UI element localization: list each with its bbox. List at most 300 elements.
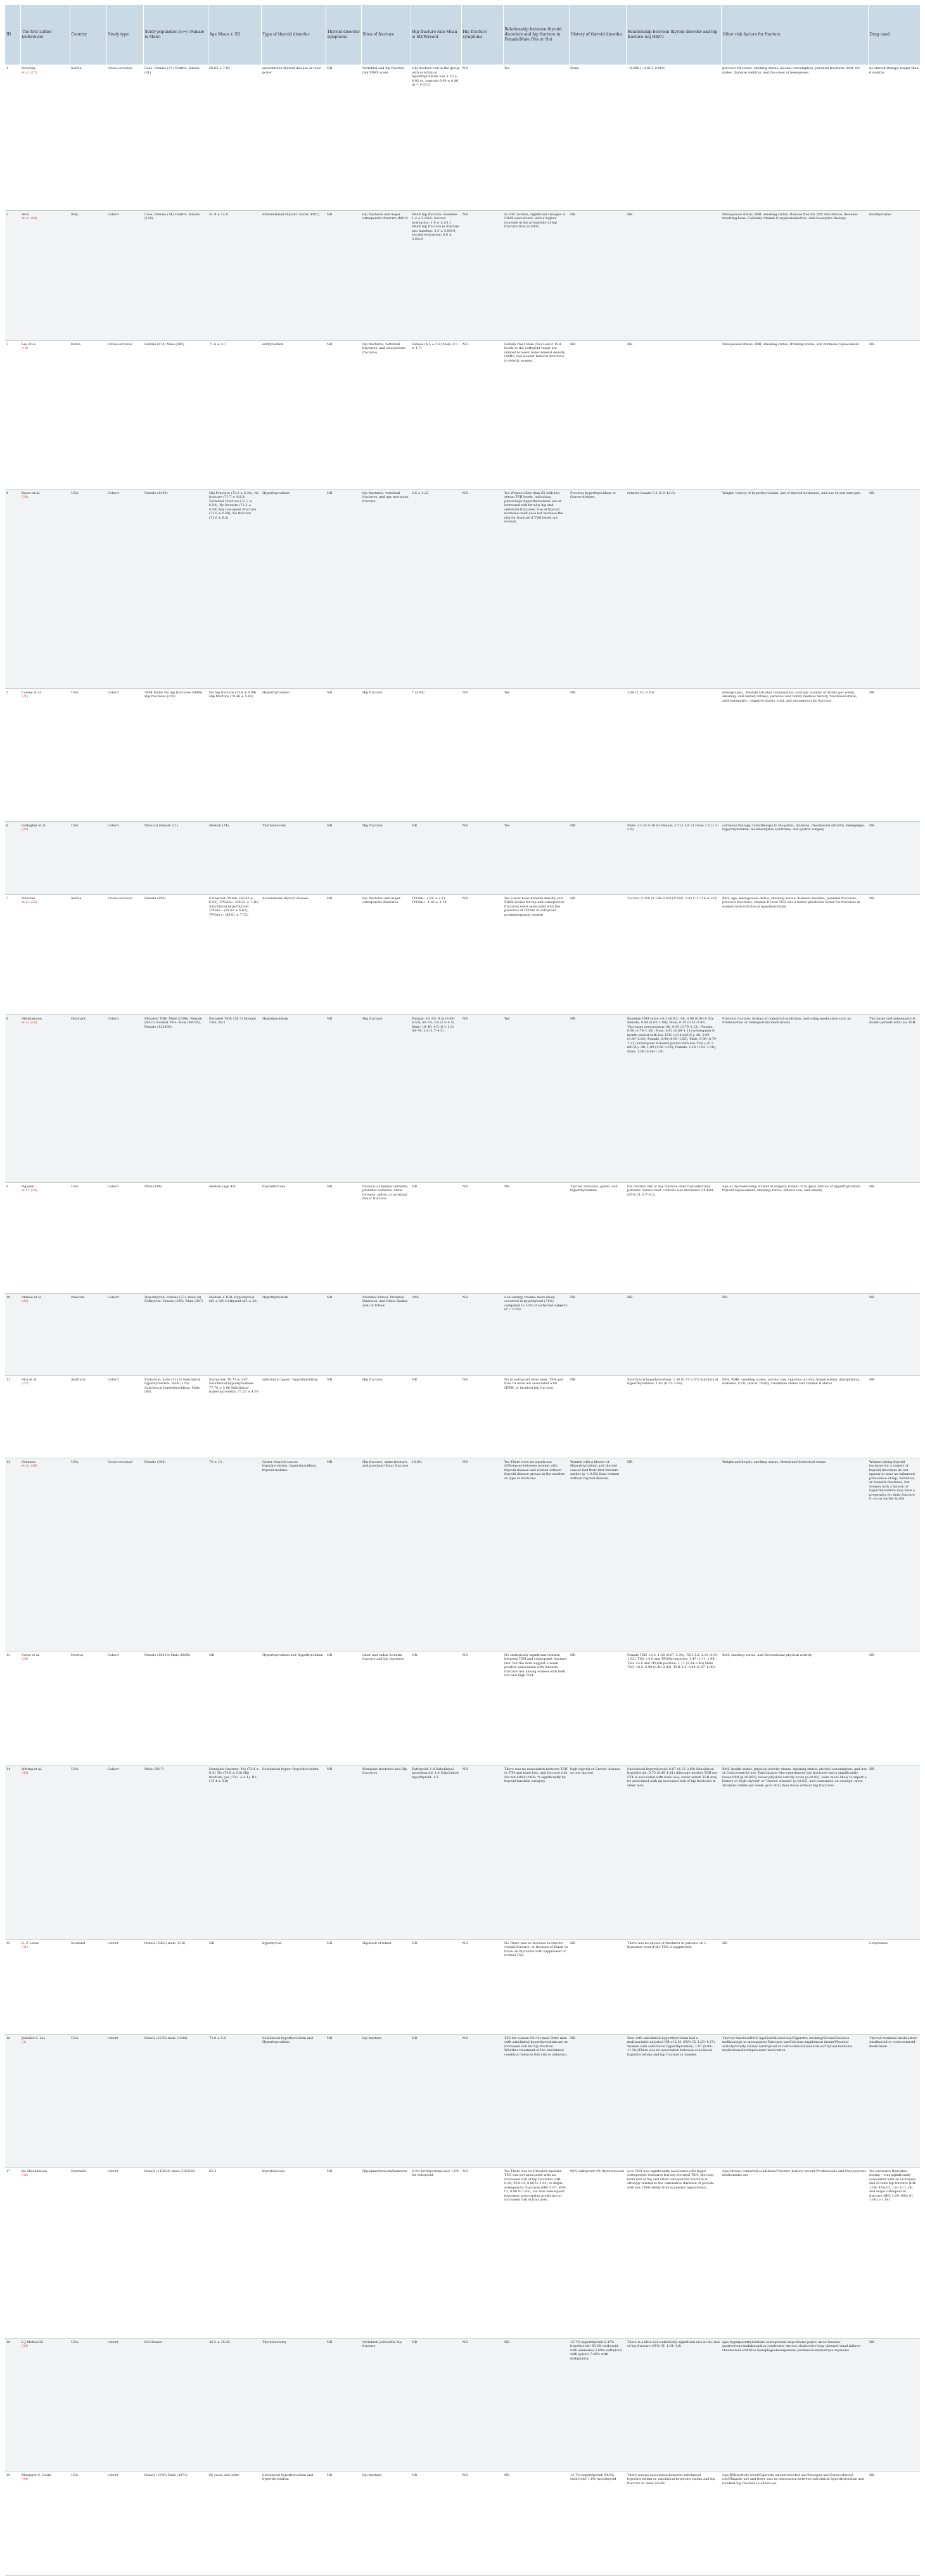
cell-age: 73 ± 13 bbox=[208, 1458, 261, 1651]
cell-study-type: Cohort bbox=[106, 821, 143, 894]
cell-history: NR bbox=[569, 1651, 626, 1765]
col-header-country: Country bbox=[70, 5, 106, 65]
cell-other-risk: Previous fracture, history of comorbid conditions, and using medication such as Prednisolone or Osteoporosis medications bbox=[721, 1014, 868, 1182]
cell-hip-fracture-rate: 18.8% bbox=[411, 1458, 461, 1651]
table-row bbox=[5, 1939, 920, 2034]
cell-population: Male (2) Female (11) bbox=[143, 821, 208, 894]
cell-population: Female (16610) Male (8595) bbox=[143, 1651, 208, 1765]
cell-other-risk: previous fractures, smoking status, alcohol consumption, parental fractures, BMI, for males, diabetes mellitus, and the onset of menopause bbox=[721, 65, 868, 210]
cell-study-type: Cohort bbox=[106, 1765, 143, 1939]
cell-country: Scotland bbox=[70, 1939, 106, 2034]
cell-disorder-symptoms: NR bbox=[326, 210, 361, 340]
table-row bbox=[5, 1375, 920, 1458]
cell-disorder-type: Subclinical hyper / hypothyroidism bbox=[261, 1765, 326, 1939]
cell-id: 16 bbox=[5, 2034, 20, 2167]
cell-author bbox=[20, 210, 70, 340]
col-header-id: ID bbox=[5, 5, 20, 65]
cell-adj-hr: There was no excess of fractures in patients on L-thyroxine even if the TSH is suppressed. bbox=[626, 1939, 721, 2034]
cell-fracture-sites: hip fracture bbox=[361, 2034, 411, 2167]
cell-population: Elevated TSH: Male (2396), Female (6027) Normal TSH: Male (99736), Female (122400) bbox=[143, 1014, 208, 1182]
author-reference-link[interactable]: (27) bbox=[22, 1382, 29, 1386]
cell-other-risk: Menopausal status, BMI, smoking status, Drinking status, and hormone replacement bbox=[721, 340, 868, 489]
cell-country: Norway bbox=[70, 1651, 106, 1765]
author-name: Abrahamsen bbox=[22, 1016, 42, 1021]
cell-disorder-symptoms: NR bbox=[326, 340, 361, 489]
cell-study-type: cohort bbox=[106, 2338, 143, 2471]
cell-country: Italy bbox=[70, 210, 106, 340]
cell-drug: no steroid-therapy longer than 6 months bbox=[868, 65, 920, 210]
author-reference-link[interactable]: (30) bbox=[22, 1771, 29, 1775]
cell-study-type: Cohort bbox=[106, 1182, 143, 1293]
cell-disorder-symptoms: NR bbox=[326, 688, 361, 821]
author-reference-link[interactable]: (33) bbox=[22, 2344, 29, 2348]
cell-author bbox=[20, 489, 70, 688]
cell-fracture-sites: Hip/spine/forearm/humerus bbox=[361, 2167, 411, 2338]
cell-study-type: Cross-sectional bbox=[106, 894, 143, 1014]
author-name: Jennifer S. Lee bbox=[22, 2036, 46, 2040]
cell-hip-fracture-rate: NR bbox=[411, 2034, 461, 2167]
cell-history: 96% euthyroid/ 4% thyrotoxicosis bbox=[569, 2167, 626, 2338]
author-reference-link[interactable]: (32) bbox=[22, 2173, 29, 2177]
cell-author bbox=[20, 2338, 70, 2471]
cell-disorder-type: thyroidectomy bbox=[261, 1182, 326, 1293]
cell-id: 17 bbox=[5, 2167, 20, 2338]
cell-history: None bbox=[569, 65, 626, 210]
cell-study-type: cohort bbox=[106, 1939, 143, 2034]
author-reference-link[interactable]: et al. (24) bbox=[22, 1021, 37, 1025]
cell-drug: NR bbox=[868, 821, 920, 894]
cell-disorder-symptoms: NR bbox=[326, 489, 361, 688]
author-name: Bauer et al. bbox=[22, 491, 41, 495]
cell-other-risk: cortisone therapy, radiotherapy to the pelvis, diabetes, rheumatoid arthritis, hemiplegia, hyperthyroidism, malabsorption syndrome, and gastric surgery bbox=[721, 821, 868, 894]
cell-hip-fracture-symptoms: NR bbox=[461, 489, 503, 688]
cell-age: 71.6 ± 4.7 bbox=[208, 340, 261, 489]
cell-age: 42.3 ± 15.25 bbox=[208, 2338, 261, 2471]
cell-disorder-type: Hypothyroidism bbox=[261, 1293, 326, 1375]
cell-adj-hr: Female TSH <0.5: 1.38 (0.67–2.90), TSH 3.5: 1.19 (0.93–1.52), TSH >4.0 and TPOAb-negative: 1.47 (1.11–1.94), TSH >4.0 and TPOAb-positive: 1.71 (1.24–2.46) Male TSH <0.5: 0.99 (0.40–2.43), TSH 3.5: 0.64 (0.37–1.09) bbox=[626, 1651, 721, 1765]
author-name: Margaret C. Garin bbox=[22, 2473, 51, 2477]
cell-hip-fracture-symptoms: NR bbox=[461, 2471, 503, 2575]
cell-disorder-symptoms: NR bbox=[326, 1939, 361, 2034]
cell-study-type: Cross-sectional bbox=[106, 65, 143, 210]
cell-relationship: Yes Lower bone mineral density and FRAX scores for hip and osteoporotic fractures were associated with the presence of TPOAb in euthyroid postmenopausal women bbox=[503, 894, 569, 1014]
cell-age: 51.9 ± 12.8 bbox=[208, 210, 261, 340]
cell-disorder-type: Autoimmune thyroid disease bbox=[261, 894, 326, 1014]
cell-author bbox=[20, 65, 70, 210]
cell-hip-fracture-rate: Euthyroid: 1.4 Subclinical hyperthyroid: 1.4 Subclinical hypothyroid: 1.5 bbox=[411, 1765, 461, 1939]
cell-disorder-symptoms: NR bbox=[326, 1375, 361, 1458]
cell-other-risk: Menopausal status, BMI, smoking status, Disease free for DTC recurrence, diseases involving bone, Calcium/ vitamin D supplementation, Anti-resorptive therapy bbox=[721, 210, 868, 340]
cell-id: 14 bbox=[5, 1765, 20, 1939]
col-header-relationship: Relationship between thyroid disorders and hip fracture in Female/Male (Yes or No) bbox=[503, 5, 569, 65]
cell-adj-hr: −0.288 (−0.413, 0.004) bbox=[626, 65, 721, 210]
cell-disorder-symptoms: NR bbox=[326, 1458, 361, 1651]
cell-disorder-type: Thyrotoxicosis bbox=[261, 821, 326, 894]
cell-age: Median (age 43) bbox=[208, 1182, 261, 1293]
cell-age: Euthyroid: 76.73 ± 3.47 Subclinical hypothyroidism: 77.78 ± 3.86 Subclinical hyperthyroidism: 77.27 ± 4.03 bbox=[208, 1375, 261, 1458]
table-row bbox=[5, 894, 920, 1014]
cell-adj-hr: T-score: 0.350 (0.159–0.651) FRAX: 2.011 (1.336–4.155) bbox=[626, 894, 721, 1014]
cell-id: 5 bbox=[5, 688, 20, 821]
cell-other-risk: BMI, WHR, smoking status, alcohol use, vigorous activity, hypertension, dyslipidemia, diabetes, CVD, cancer, frailty, creatinine status and vitamin D status bbox=[721, 1375, 868, 1458]
cell-id: 1 bbox=[5, 65, 20, 210]
cell-study-type: cohort bbox=[106, 2471, 143, 2575]
cell-drug: NR bbox=[868, 1375, 920, 1458]
cell-country: USA bbox=[70, 2338, 106, 2471]
cell-relationship: Yes bbox=[503, 821, 569, 894]
cell-adj-hr: Low TSH was significantly associated with major osteoporotic fractures but not elevated TSH; the long-term risk of hip and other osteoporotic fracture is strongly related to the cumulative duration of periods with low TSH—likely from excessive replacement. bbox=[626, 2167, 721, 2338]
author-reference-link[interactable]: (34) bbox=[22, 2477, 29, 2481]
cell-country: Serbia bbox=[70, 65, 106, 210]
cell-other-risk: BMI, smoking status, and Recreational physical activity bbox=[721, 1651, 868, 1765]
cell-relationship: NR bbox=[503, 2338, 569, 2471]
cell-disorder-type: Hyperthyroidism and Hypothyroidism bbox=[261, 1651, 326, 1765]
author-name: Bo Abrahamsen bbox=[22, 2169, 48, 2173]
cell-hip-fracture-symptoms: NR bbox=[461, 210, 503, 340]
cell-disorder-type: Subclinical hypothyroidism and Hyperthyroidism bbox=[261, 2034, 326, 2167]
cell-adj-hr: NR bbox=[626, 1458, 721, 1651]
cell-hip-fracture-rate: 2.6 ± 4.23 bbox=[411, 489, 461, 688]
cell-drug: Thyroid hormone medication/ Antithyroid or corticosteroid medication bbox=[868, 2034, 920, 2167]
author-name: L.J Melton III bbox=[22, 2340, 43, 2344]
cell-history: NR bbox=[569, 340, 626, 489]
cell-country: USA bbox=[70, 2034, 106, 2167]
cell-study-type: cohort bbox=[106, 2167, 143, 2338]
cell-fracture-sites: Hip fracture, spine fracture, and proximal femur fracture bbox=[361, 1458, 411, 1651]
cell-age: 72.8 ± 5.6 bbox=[208, 2034, 261, 2167]
cell-history: 13.7% hyperthyroid/ 84.6% euthyroid/ 1.6% hypothyroid bbox=[569, 2471, 626, 2575]
cell-population: Case: Female (74) Control: female (128) bbox=[143, 210, 208, 340]
cell-history: NR bbox=[569, 894, 626, 1014]
cell-country: Australia bbox=[70, 1375, 106, 1458]
cell-population: female (2278) male (1408) bbox=[143, 2034, 208, 2167]
cell-country: Denmark bbox=[70, 2167, 106, 2338]
cell-disorder-type: euthyroidism bbox=[261, 340, 326, 489]
cell-history: Previous hyperthyroidism or Graves disease, bbox=[569, 489, 626, 688]
cell-country: USA bbox=[70, 489, 106, 688]
cell-drug: Women taking thyroid hormone for a variety of thyroid disorders do not appear to have an enhanced prevalence of hip, vertebral, or forearm fractures, but women with a history of hyperthyroidism may have a propensity for their fracture to occur earlier in life bbox=[868, 1458, 920, 1651]
cell-id: 18 bbox=[5, 2338, 20, 2471]
author-reference-link[interactable]: et al. (25) bbox=[22, 1189, 37, 1192]
cell-hip-fracture-rate: NR bbox=[411, 1651, 461, 1765]
cell-fracture-sites: Hip fracture bbox=[361, 688, 411, 821]
cell-disorder-symptoms: NR bbox=[326, 1182, 361, 1293]
cell-country: USA bbox=[70, 1182, 106, 1293]
author-name: Svare et al. bbox=[22, 1653, 40, 1657]
cell-author bbox=[20, 1651, 70, 1765]
cell-country: USA bbox=[70, 1765, 106, 1939]
cell-hip-fracture-rate: 7 (3.93) bbox=[411, 688, 461, 821]
cell-age: No hip fracture (73.8 ± 6.09) Hip fracture (79.46 ± 5.81) bbox=[208, 688, 261, 821]
cell-hip-fracture-symptoms: NR bbox=[461, 894, 503, 1014]
cell-drug: levothyroxine bbox=[868, 210, 920, 340]
cell-study-type: Cross-sectional bbox=[106, 1458, 143, 1651]
table-body bbox=[5, 65, 920, 2575]
cell-hip-fracture-rate: 29% bbox=[411, 1293, 461, 1375]
cell-drug: NR bbox=[868, 1651, 920, 1765]
author-name: Ahmad et al. bbox=[22, 1295, 42, 1299]
author-name: Cauley et al. bbox=[22, 690, 42, 695]
cell-disorder-type: autoimmune thyroid disease or toxic goiter bbox=[261, 65, 326, 210]
cell-disorder-type: hypothyroid bbox=[261, 1939, 326, 2034]
cell-author bbox=[20, 1765, 70, 1939]
cell-population: female (5862) male (518) bbox=[143, 1939, 208, 2034]
cell-id: 15 bbox=[5, 1939, 20, 2034]
cell-author bbox=[20, 1182, 70, 1293]
cell-age: Median (74) bbox=[208, 821, 261, 894]
author-reference-link[interactable]: et al. (23) bbox=[22, 900, 37, 904]
cell-hip-fracture-symptoms: NR bbox=[461, 1375, 503, 1458]
cell-population: Euthyroid: male (3117) Subclinical hypothyroidism: male (135) Subclinical hyperthyroidism: Male (86) bbox=[143, 1375, 208, 1458]
cell-history: NR bbox=[569, 1293, 626, 1375]
author-reference-link[interactable]: (29) bbox=[22, 1657, 29, 1661]
cell-country: Korea bbox=[70, 340, 106, 489]
table-row bbox=[5, 1014, 920, 1182]
cell-adj-hr: Subclinical hyperthyroid: 0.67 (0.15–2.69) Subclinical hypothyroid: 0.75 (0.40–1.41) Although neither TSH nor FT4 is associated with bone loss, lower serum TSH may be associated with an increased risk of hip fractures in older men bbox=[626, 1765, 721, 1939]
cell-relationship: No statistically significant relation between TSH and subsequent fracture risk, but the data suggest a weak positive association with forearm fracture risk among women with both low and high TSH. bbox=[503, 1651, 569, 1765]
table-row bbox=[5, 1182, 920, 1293]
cell-hip-fracture-rate: NR bbox=[411, 2338, 461, 2471]
cell-hip-fracture-symptoms: NR bbox=[461, 821, 503, 894]
cell-population: 5994 Males No hip fractures (5696) Hip fractures (178) bbox=[143, 688, 208, 821]
col-header-age: Age Mean ± SD bbox=[208, 5, 261, 65]
cell-id: 6 bbox=[5, 821, 20, 894]
col-header-hip-fracture-rate: Hip fracture rate Mean ± SD/Percent bbox=[411, 5, 461, 65]
cell-disorder-symptoms: NR bbox=[326, 2338, 361, 2471]
cell-fracture-sites: ulnar and radial forearm fracture and hip fractures bbox=[361, 1651, 411, 1765]
cell-age: NR bbox=[208, 1651, 261, 1765]
cell-history: 13.7% hyperthyroid/ 0.47% hypothyroid/ 69.5% euthyroid with adenoma/ 2.69% euthyroid with goiter/ 7.46% with malignancy bbox=[569, 2338, 626, 2471]
cell-fracture-sites: Hip fracture bbox=[361, 1375, 411, 1458]
col-header-study-type: Study type bbox=[106, 5, 143, 65]
cell-study-type: Cross-sectional bbox=[106, 340, 143, 489]
table-row bbox=[5, 210, 920, 340]
author-reference-link[interactable]: et al. (28) bbox=[22, 1464, 37, 1468]
cell-author bbox=[20, 2471, 70, 2575]
author-name: Polovina bbox=[22, 896, 35, 900]
table-row bbox=[5, 340, 920, 489]
cell-country: Pakistan bbox=[70, 1293, 106, 1375]
cell-fracture-sites: Hip fracture bbox=[361, 1014, 411, 1182]
cell-id: 13 bbox=[5, 1651, 20, 1765]
cell-id: 4 bbox=[5, 489, 20, 688]
header-row bbox=[5, 5, 920, 65]
cell-population: Female (674) Male (365) bbox=[143, 340, 208, 489]
cell-adj-hr: Male: 3.0 (0.4–10.8) Female: 2.5 (1.2/4.7) Total: 2.5 (1.3–3.9) bbox=[626, 821, 721, 894]
cell-hip-fracture-symptoms: NR bbox=[461, 2338, 503, 2471]
cell-history: NR bbox=[569, 1014, 626, 1182]
author-name: Polovina, bbox=[22, 66, 36, 70]
cell-history: Women with a history of Hyperthyroidism and thyroid cancer had their first fracture earlier (p < 0.05) than women without thyroid disease. bbox=[569, 1458, 626, 1651]
author-reference-link[interactable]: (20) bbox=[22, 495, 29, 499]
cell-other-risk: NR bbox=[721, 1293, 868, 1375]
cell-hip-fracture-rate: Female (4.5 ± 3.6) Male (2.1 ± 1.7) bbox=[411, 340, 461, 489]
cell-adj-hr: Baseline TSH value <0.3 mIU/L: All, 0.98 (0.80–1.02); Female, 0.94 (0.82–1.08); Male, 0.70 (0.51–0.97) Thyroxine prescription: All, 0.93 (0.76–1.13); Female, 0.90 (0.79–1.26); Male, 0.81 (0.59–1.11) subsequent 6-month period with low TSH (<0.4 mIU/L): All, 0.99 (0.89–1.10); Female, 0.98 (0.93–1.05); Male, 0.98 (0.79–1.21) subsequent 6-month period with low TSH (<0.3 mIU/L): All, 1.09 (1.00–1.19); Female, 1.10 (1.03–1.16); Male, 1.08 (0.89–1.29) bbox=[626, 1014, 721, 1182]
cell-id: 11 bbox=[5, 1375, 20, 1458]
cell-relationship: Yes There was no Elevated baseline TSH was not associated with an increased risk of hip fractures (HR: 0.98; 95% CI, 0.80 to 1.02) or major osteoporotic fractures (HR: 0.97; 95% CI, 0.90 to 1.05), nor was subsequent thyroxine prescription predictive of increased risk of fractures. bbox=[503, 2167, 569, 2338]
table-row bbox=[5, 2471, 920, 2575]
cell-disorder-type: Hyperthyroidism bbox=[261, 489, 326, 688]
cell-other-risk: NR bbox=[721, 1939, 868, 2034]
cell-disorder-symptoms: NR bbox=[326, 2167, 361, 2338]
cell-hip-fracture-rate: Hip fracture risk in the group with subclinical hyperthyroidism was 1.33 ± 0.92 vs. controls 0.98 ± 0.46 (p = 0.022) bbox=[411, 65, 461, 210]
cell-relationship: Yes bbox=[503, 1014, 569, 1182]
cell-age: 62.4 bbox=[208, 2167, 261, 2338]
cell-id: 10 bbox=[5, 1293, 20, 1375]
cell-study-type: Cohort bbox=[106, 1014, 143, 1182]
cell-disorder-symptoms: NR bbox=[326, 65, 361, 210]
cell-adj-hr: There was no association between subclinical hypothyroidism or subclinical hyperthyroidism and hip fracture in older adults. bbox=[626, 2471, 721, 2575]
table-row bbox=[5, 1651, 920, 1765]
cell-disorder-type: differentiated thyroid cancer (DTC) bbox=[261, 210, 326, 340]
author-reference-link[interactable]: (22) bbox=[22, 828, 29, 831]
cell-relationship: In DTC women, significant changes in FRAX were found, with a higher increase in the probability of hip fracture than in MOF. bbox=[503, 210, 569, 340]
cell-author bbox=[20, 340, 70, 489]
cell-hip-fracture-rate: TPOAb–: 1.66 ± 2.11 TPOAb+: 1.66 ± 1.18 bbox=[411, 894, 461, 1014]
cell-id: 7 bbox=[5, 894, 20, 1014]
author-name: Gallagher et al. bbox=[22, 823, 47, 828]
cell-age: Hip Fracture (73.3 ± 6.34), No fracture (71.7 ± 4.8.3) Vertebral Fracture (73.2 ± 6.54), No fracture (71.3 ± 4.58) Any non-spine Fracture (72.8 ± 6.54), No fracture (71.6 ± 6.2) bbox=[208, 489, 261, 688]
cell-adj-hr: NR bbox=[626, 1293, 721, 1375]
cell-hip-fracture-symptoms: NR bbox=[461, 1939, 503, 2034]
cell-adj-hr: Men with subclinical hyperthyroidism had a multivariable-adjusted HR of 2.31 (95% CI, 1.23–4.27). Women with subclinical hyperthyroidism, 1.07 (0.99–11.50)/There was no association between subclinical hypothyroidism and hip fracture in women. bbox=[626, 2034, 721, 2167]
cell-country: USA bbox=[70, 2471, 106, 2575]
cell-fracture-sites: thoracic or lumbar vertebra, proximal humerus, distal forearm, pelvis, or proximal femur fracture bbox=[361, 1182, 411, 1293]
cell-adj-hr: Subclinical hypothyroidism: 1.30 (0.77–2.07) Subclinical hyperthyroidism: 1.62 (0.71–3.69) bbox=[626, 1375, 721, 1458]
cell-relationship: Yes Women older than 65 with low serum TSH levels, indicating physiologic hyperthyroidism, are at increased risk for new hip and vertebral fractures. Use of thyroid hormone itself does not increase the risk for fracture if TSH levels are normal. bbox=[503, 489, 569, 688]
cell-drug: NR bbox=[868, 2338, 920, 2471]
cell-relationship: NR bbox=[503, 2471, 569, 2575]
cell-author bbox=[20, 821, 70, 894]
author-reference-link[interactable]: (21) bbox=[22, 695, 29, 698]
table-row bbox=[5, 489, 920, 688]
col-header-adj-hr: Relationship between thyroid disorder and hip fracture Adj HR/CI bbox=[626, 5, 721, 65]
cell-history: NR bbox=[569, 1375, 626, 1458]
cell-age: 58.83 ± 7.83 bbox=[208, 65, 261, 210]
cell-hip-fracture-rate: NR bbox=[411, 2471, 461, 2575]
cell-disorder-type: Thyroidectomy bbox=[261, 2338, 326, 2471]
cell-drug: NR bbox=[868, 489, 920, 688]
cell-author bbox=[20, 1458, 70, 1651]
author-name: Vera bbox=[22, 212, 29, 217]
cell-fracture-sites: Vertebral and hip fracture risk FRAX score bbox=[361, 65, 411, 210]
cell-hip-fracture-rate: NR bbox=[411, 1375, 461, 1458]
cell-country: Serbia bbox=[70, 894, 106, 1014]
cell-population: Female (1209) bbox=[143, 489, 208, 688]
cell-other-risk: Weight and height, smoking status, Menstrual/obstetrical status bbox=[721, 1458, 868, 1651]
cell-population: Male (3617) bbox=[143, 1765, 208, 1939]
cell-other-risk: Age/chronic comorbid conditions/Fracture history/ recent Prednisolone and Osteoporosis medications use bbox=[721, 2167, 868, 2338]
cell-fracture-sites: Vertebral/ pelvis/rib/ hip fracture bbox=[361, 2338, 411, 2471]
cell-fracture-sites: hip fractures and major osteoporotic fracture (MOF) bbox=[361, 210, 411, 340]
cell-disorder-symptoms: NR bbox=[326, 1293, 361, 1375]
cell-population: Female (189) bbox=[143, 894, 208, 1014]
cell-hip-fracture-symptoms: NR bbox=[461, 1651, 503, 1765]
table-row bbox=[5, 1293, 920, 1375]
cell-other-risk: Age/BMI/activity level/Cigarette smoker/Alcohol use/Estrogen use/Corticosteroid use/Thiazide use and there was no association between subclinical hyperthyroidism and incident hip fracture in either sex. bbox=[721, 2471, 868, 2575]
author-reference-link[interactable]: et al. (17) bbox=[22, 70, 37, 75]
col-header-author: The first author (reference) bbox=[20, 5, 70, 65]
cell-hip-fracture-symptoms: NR bbox=[461, 1014, 503, 1182]
cell-other-risk: Age at thyroidectomy, Extent of surgery, Extent of surgery, history of hyperthyroidism, thyroid replacement, smoking status, ethanol use, and obesity bbox=[721, 1182, 868, 1293]
cell-hip-fracture-rate: 4.3% for thyrotoxicosis/ 1.5% for euthyroid bbox=[411, 2167, 461, 2338]
table-row bbox=[5, 2034, 920, 2167]
cell-author bbox=[20, 2167, 70, 2338]
cell-id: 9 bbox=[5, 1182, 20, 1293]
col-header-other-risk: Other risk factors for fracture bbox=[721, 5, 868, 65]
author-name: G. P. Leese bbox=[22, 1941, 39, 1945]
cell-id: 19 bbox=[5, 2471, 20, 2575]
cell-adj-hr: 2.86 (2.32, 6.20) bbox=[626, 688, 721, 821]
cell-relationship: Yes bbox=[503, 65, 569, 210]
author-reference-link[interactable]: et al. (18) bbox=[22, 217, 37, 220]
cell-history: NR bbox=[569, 821, 626, 894]
cell-history: NR bbox=[569, 688, 626, 821]
cell-author bbox=[20, 688, 70, 821]
cell-drug: NR bbox=[868, 1293, 920, 1375]
cell-author bbox=[20, 2034, 70, 2167]
col-header-history: History of thyroid disorder bbox=[569, 5, 626, 65]
author-name: Solomon bbox=[22, 1460, 36, 1464]
cell-fracture-sites: hip fractures and major osteoporotic fractures bbox=[361, 894, 411, 1014]
cell-relationship: There was no association between TSH or FT4 and bone loss, and fracture risk did not differ (*Alle: *) significantly by thyroid function category bbox=[503, 1765, 569, 1939]
cell-disorder-symptoms: NR bbox=[326, 1765, 361, 1939]
cell-hip-fracture-symptoms: NR bbox=[461, 1182, 503, 1293]
table-row bbox=[5, 688, 920, 821]
table-row bbox=[5, 2338, 920, 2471]
cell-hip-fracture-symptoms: NR bbox=[461, 2034, 503, 2167]
author-reference-link[interactable]: (31) bbox=[22, 1945, 29, 1949]
col-header-disorder-type: Type of thyroid disorder bbox=[261, 5, 326, 65]
cell-study-type: Cohort bbox=[106, 1651, 143, 1765]
cell-hip-fracture-rate: Female: 18 (45, 9.3) (6.08–6.53), 50–74, 3.6 (2.4–4.5) Male: 18–49, 0.5 (0.1–1.5) 50–74, 2.9 (1.7–4.5) bbox=[411, 1014, 461, 1182]
cell-disorder-type: Subclinical hypothyroidism and hyperthyroidism bbox=[261, 2471, 326, 2575]
cell-fracture-sites: Hip/neck of femur bbox=[361, 1939, 411, 2034]
cell-population: 630 female bbox=[143, 2338, 208, 2471]
cell-age: Nonspine fracture: Yes (73.4 ± 6.4), No (73.6 ± 5.8) Hip fracture: yes (78.1 ± 6.1), No (73.4 ± 5.8) bbox=[208, 1765, 261, 1939]
cell-disorder-type: thyrotoxicosis bbox=[261, 2167, 326, 2338]
cell-population: female (2760) Male (2071) bbox=[143, 2471, 208, 2575]
cell-population: Case: Female (37) Control: female (31) bbox=[143, 65, 208, 210]
cell-drug: Thyroxine and subsequent 6-month periods with low TSH bbox=[868, 1014, 920, 1182]
cell-relationship: NR bbox=[503, 1182, 569, 1293]
author-reference-link[interactable]: (3) bbox=[22, 2040, 27, 2044]
cell-disorder-symptoms: NR bbox=[326, 2034, 361, 2167]
cell-hip-fracture-rate: NR bbox=[411, 1939, 461, 2034]
author-reference-link[interactable]: (26) bbox=[22, 1299, 29, 1303]
cell-country: USA bbox=[70, 1458, 106, 1651]
cell-fracture-sites: hip fractures, vertebral fractures, and any non-spine fracture bbox=[361, 489, 411, 688]
cell-author bbox=[20, 1293, 70, 1375]
cell-adj-hr: relative hazard 3.6 (1.0–12.9) bbox=[626, 489, 721, 688]
cell-author bbox=[20, 894, 70, 1014]
cell-id: 3 bbox=[5, 340, 20, 489]
author-name: Siru et al. bbox=[22, 1377, 37, 1382]
cell-relationship: Yes bbox=[503, 688, 569, 821]
author-reference-link[interactable]: (19) bbox=[22, 346, 29, 350]
cell-disorder-symptoms: NR bbox=[326, 1014, 361, 1182]
cell-disorder-symptoms: NR bbox=[326, 1651, 361, 1765]
cell-other-risk: BMI, health status, physical activity status, smoking status, alcohol consumption, and use of Corticosteroid use. Participants who experienced hip fractures had a significantly lower BMI (p<0.001), fewer physical activity score (p<0.05), were more likely to report a history of 'high thyroid' or 'Graves' disease' (p<0.05), and consumed, on average, more alcoholic drinks per week (p<0.001) than those without hip fractures. bbox=[721, 1765, 868, 1939]
cell-hip-fracture-symptoms: NR bbox=[461, 1765, 503, 1939]
cell-population: Male (196) bbox=[143, 1182, 208, 1293]
col-header-population: Study population (n=) (Female & Male) bbox=[143, 5, 208, 65]
cell-other-risk: BMI, age, menopausal status, smoking status, diabetes mellitus, parental fractures, previous fractures, vitamin D level TSH was a better predictive factor for fractures in women with subclinical hypothyroidism bbox=[721, 894, 868, 1014]
cell-drug: NR bbox=[868, 688, 920, 821]
cell-hip-fracture-rate: FRAX hip fracture: Baseline: 1.2 ± 2.0%A. Second evaluation: 1.9 ± 1.2/1.1 FRAX hip fracture in fracture pts: baseline: 3.5 ± 3.9/3.9, second evaluation: 6.6 ± 3.9/2.9 bbox=[411, 210, 461, 340]
cell-hip-fracture-rate: NR bbox=[411, 821, 461, 894]
cell-drug: L-thyroxine bbox=[868, 1939, 920, 2034]
